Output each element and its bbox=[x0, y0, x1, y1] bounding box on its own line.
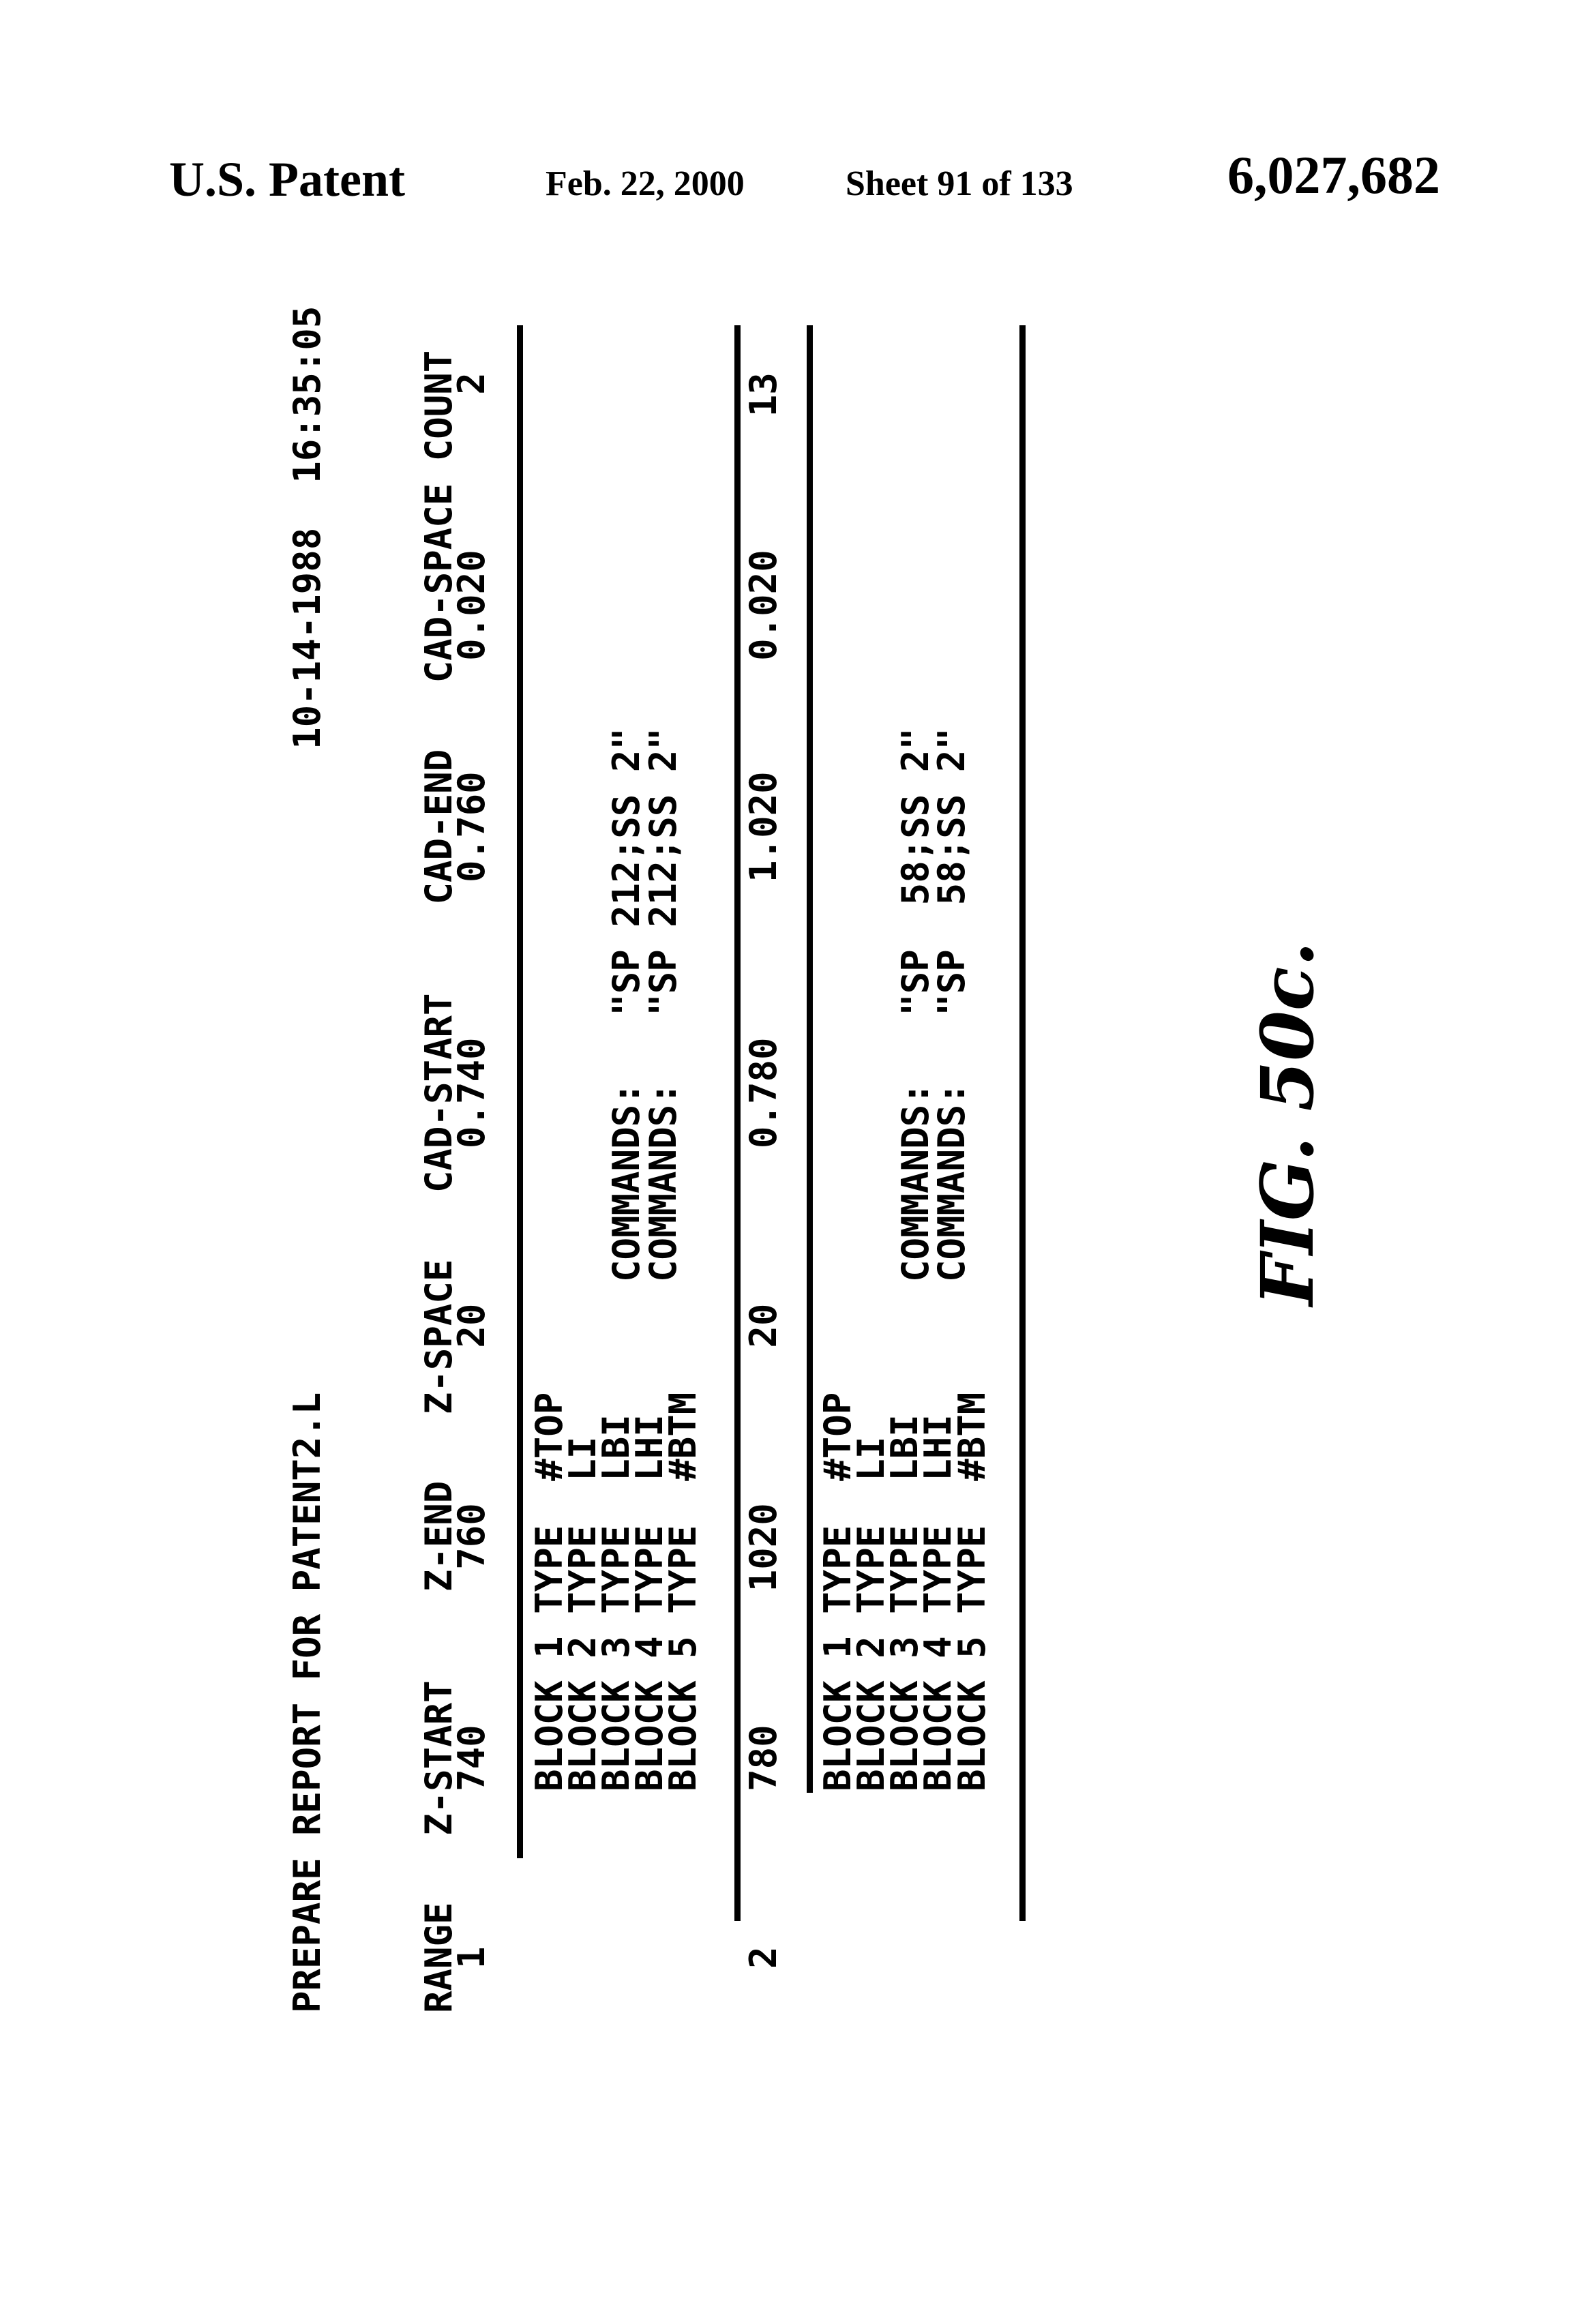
report-range-values: 2 780 1020 20 0.780 1.020 0.020 13 bbox=[742, 372, 785, 2013]
report-hrule bbox=[807, 325, 813, 1793]
report-title-line: PREPARE REPORT FOR PATENT2.L 10-14-1988 16:35:05 bbox=[286, 306, 329, 2013]
report-commands-line: COMMANDS: "SP 58;SS 2" bbox=[930, 728, 973, 1282]
figure-caption bbox=[1244, 941, 1340, 1306]
report-commands-line: COMMANDS: "SP 212;SS 2" bbox=[605, 728, 648, 1282]
report-range-values: 1 740 760 20 0.740 0.760 0.020 2 bbox=[450, 372, 493, 2013]
rotated-report-figure bbox=[288, 267, 1051, 2013]
report-block-line: BLOCK 3 TYPE LBI bbox=[595, 1414, 638, 2013]
patent-header-number: 6,027,682 bbox=[1227, 145, 1440, 205]
patent-header-title: U.S. Patent bbox=[169, 152, 405, 207]
report-block-line: BLOCK 4 TYPE LHI bbox=[916, 1414, 959, 2013]
report-hrule bbox=[517, 325, 523, 1858]
report-commands-line: COMMANDS: "SP 212;SS 2" bbox=[642, 728, 685, 1282]
report-block-line: BLOCK 2 TYPE LI bbox=[561, 1436, 604, 2013]
report-block-line: BLOCK 5 TYPE #BTM bbox=[661, 1392, 704, 2013]
report-content bbox=[288, 267, 1051, 2013]
report-block-line: BLOCK 4 TYPE LHI bbox=[628, 1414, 671, 2013]
report-block-line: BLOCK 1 TYPE #TOP bbox=[816, 1392, 859, 2013]
report-block-line: BLOCK 5 TYPE #BTM bbox=[951, 1392, 994, 2013]
report-commands-line: COMMANDS: "SP 58;SS 2" bbox=[894, 728, 937, 1282]
report-block-line: BLOCK 3 TYPE LBI bbox=[883, 1414, 926, 2013]
patent-header-date: Feb. 22, 2000 bbox=[546, 164, 745, 203]
report-block-line: BLOCK 2 TYPE LI bbox=[850, 1436, 893, 2013]
figure-caption-text: FIG. 50c. bbox=[1244, 941, 1330, 1306]
report-hrule bbox=[1019, 325, 1026, 1921]
report-column-header: RANGE Z-START Z-END Z-SPACE CAD-START CAD-END CAD-SPACE COUNT bbox=[417, 350, 460, 2013]
report-hrule bbox=[734, 325, 741, 1921]
patent-header-sheet: Sheet 91 of 133 bbox=[846, 164, 1073, 203]
report-block-line: BLOCK 1 TYPE #TOP bbox=[528, 1392, 571, 2013]
